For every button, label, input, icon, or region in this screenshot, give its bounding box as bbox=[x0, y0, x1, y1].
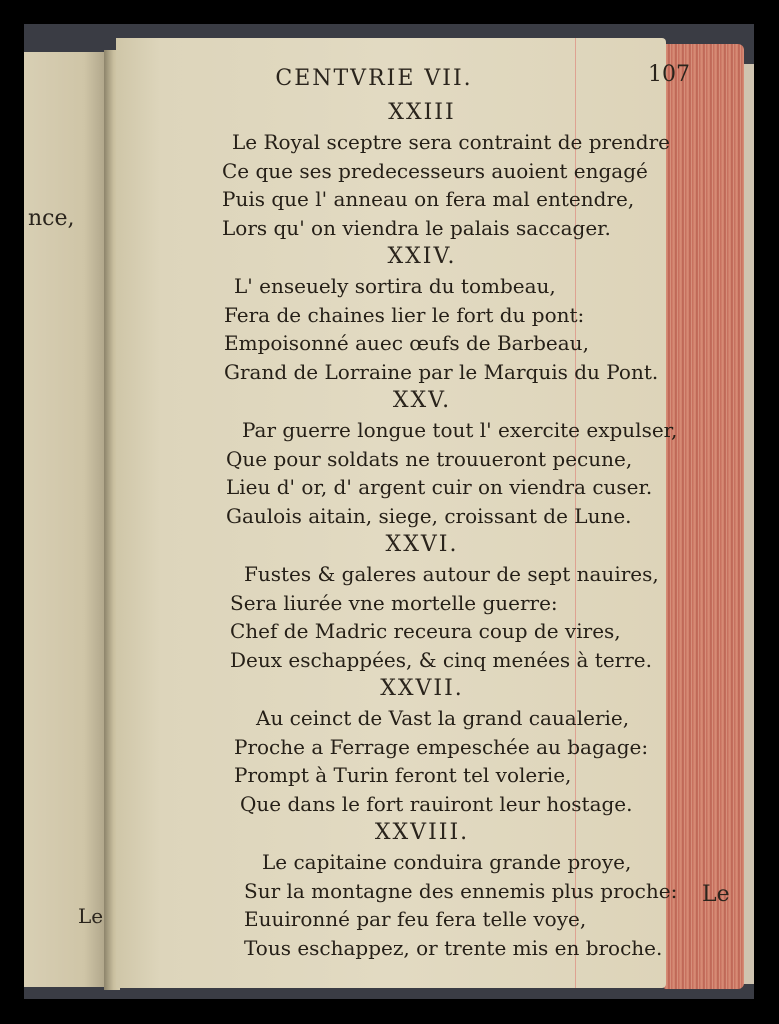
verse-line: Sera liurée vne mortelle guerre: bbox=[230, 590, 558, 615]
quatrain bbox=[212, 530, 682, 674]
quatrain-numeral: XXV. bbox=[392, 388, 452, 413]
verse-line: Au ceinct de Vast la grand caualerie, bbox=[256, 706, 630, 730]
left-page-edge-text: nce, bbox=[28, 206, 75, 231]
verse-line: Chef de Madric receura coup de vires, bbox=[230, 619, 621, 643]
quatrain-numeral: XXVII. bbox=[380, 676, 464, 701]
verse-line: Tous eschappez, or trente mis en broche. bbox=[244, 935, 663, 960]
verse-line: Gaulois aitain, siege, croissant de Lune. bbox=[226, 503, 632, 528]
verse-line: Que dans le fort rauiront leur hostage. bbox=[240, 791, 633, 816]
page-catchword: Le bbox=[702, 882, 730, 907]
verse-line: L' enseuely sortira du tombeau, bbox=[234, 274, 556, 298]
verse-line: Fustes & galeres autour de sept nauires, bbox=[244, 562, 659, 586]
verse-line: Deux eschappées, & cinq menées à terre. bbox=[230, 647, 652, 672]
running-head: CENTVRIE VII. bbox=[275, 66, 473, 91]
verse-line: Grand de Lorraine par le Marquis du Pont. bbox=[224, 359, 659, 384]
verse-line: Lors qu' on viendra le palais saccager. bbox=[222, 215, 611, 240]
scanned-book-spread bbox=[24, 24, 754, 999]
left-page-catchword: Le bbox=[78, 904, 104, 928]
verse-line: Que pour soldats ne trouueront pecune, bbox=[226, 446, 633, 471]
right-page bbox=[116, 38, 730, 988]
verse-line: Le capitaine conduira grande proye, bbox=[262, 850, 632, 874]
verse-line: Le Royal sceptre sera contraint de prendre bbox=[232, 130, 670, 154]
verse-line: Sur la montagne des ennemis plus proche: bbox=[244, 878, 678, 903]
verse-line: Ce que ses predecesseurs auoient engagé bbox=[222, 158, 648, 183]
quatrain-numeral: XXVI. bbox=[385, 532, 459, 557]
quatrain-numeral: XXIII bbox=[388, 100, 456, 125]
quatrain-list bbox=[212, 98, 682, 962]
verse-line: Empoisonné auec œufs de Barbeau, bbox=[224, 331, 589, 355]
verse-line: Euuironné par feu fera telle voye, bbox=[244, 907, 587, 931]
verse-line: Par guerre longue tout l' exercite expulser, bbox=[242, 418, 678, 442]
verse-line: Prompt à Turin feront tel volerie, bbox=[234, 763, 572, 787]
quatrain bbox=[212, 386, 682, 530]
left-page bbox=[24, 52, 110, 987]
quatrain-numeral: XXVIII. bbox=[374, 820, 470, 845]
verse-line: Lieu d' or, d' argent cuir on viendra cuser. bbox=[226, 475, 653, 499]
quatrain bbox=[212, 818, 682, 962]
verse-line: Puis que l' anneau on fera mal entendre, bbox=[222, 187, 635, 211]
quatrain-numeral: XXIV. bbox=[387, 244, 457, 269]
verse-line: Fera de chaines lier le fort du pont: bbox=[224, 302, 585, 327]
quatrain bbox=[212, 98, 682, 242]
quatrain bbox=[212, 242, 682, 386]
verse-line: Proche a Ferrage empeschée au bagage: bbox=[234, 734, 649, 759]
quatrain bbox=[212, 674, 682, 818]
page-number: 107 bbox=[648, 62, 690, 87]
